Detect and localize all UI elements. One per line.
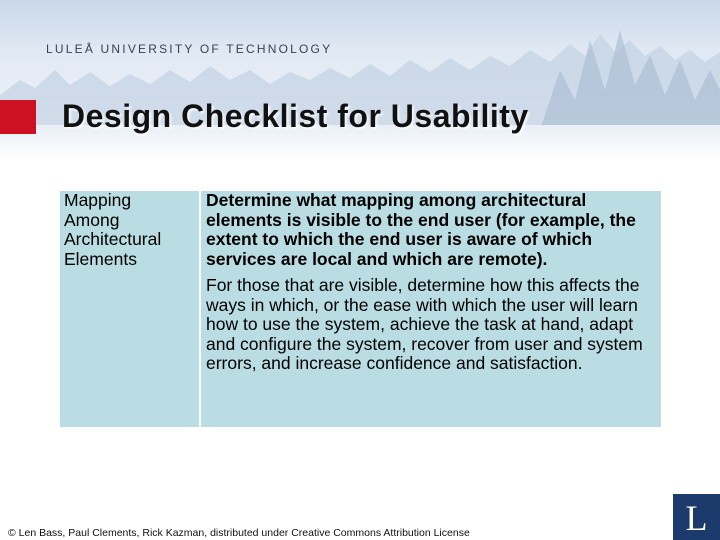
term-cell	[60, 191, 200, 427]
winter-forest-image	[0, 0, 720, 160]
description-bold: Determine what mapping among architectural elements is visible to the end user (for example, the extent to which the end user is aware of which services are local and which are remote).	[206, 190, 636, 269]
table-row	[60, 191, 661, 427]
accent-square	[0, 100, 36, 134]
university-logo	[673, 494, 720, 540]
page-title: Design Checklist for Usability	[62, 98, 529, 134]
header-banner	[0, 0, 720, 160]
checklist-table	[60, 191, 661, 427]
copyright-credit: © Len Bass, Paul Clements, Rick Kazman, distributed under Creative Commons Attribution License	[8, 527, 470, 539]
description-text: For those that are visible, determine how this affects the ways in which, or the ease with which the user will learn how to use the system, achieve the task at hand, adapt and configure the system, recover from user and system errors, and increase confidence and satisfaction.	[206, 275, 643, 373]
term-label: Mapping Among Architectural Elements	[64, 190, 162, 269]
logo-letter: L	[685, 498, 708, 538]
university-name: LULEÅ UNIVERSITY OF TECHNOLOGY	[46, 42, 333, 56]
description-cell	[200, 191, 661, 427]
